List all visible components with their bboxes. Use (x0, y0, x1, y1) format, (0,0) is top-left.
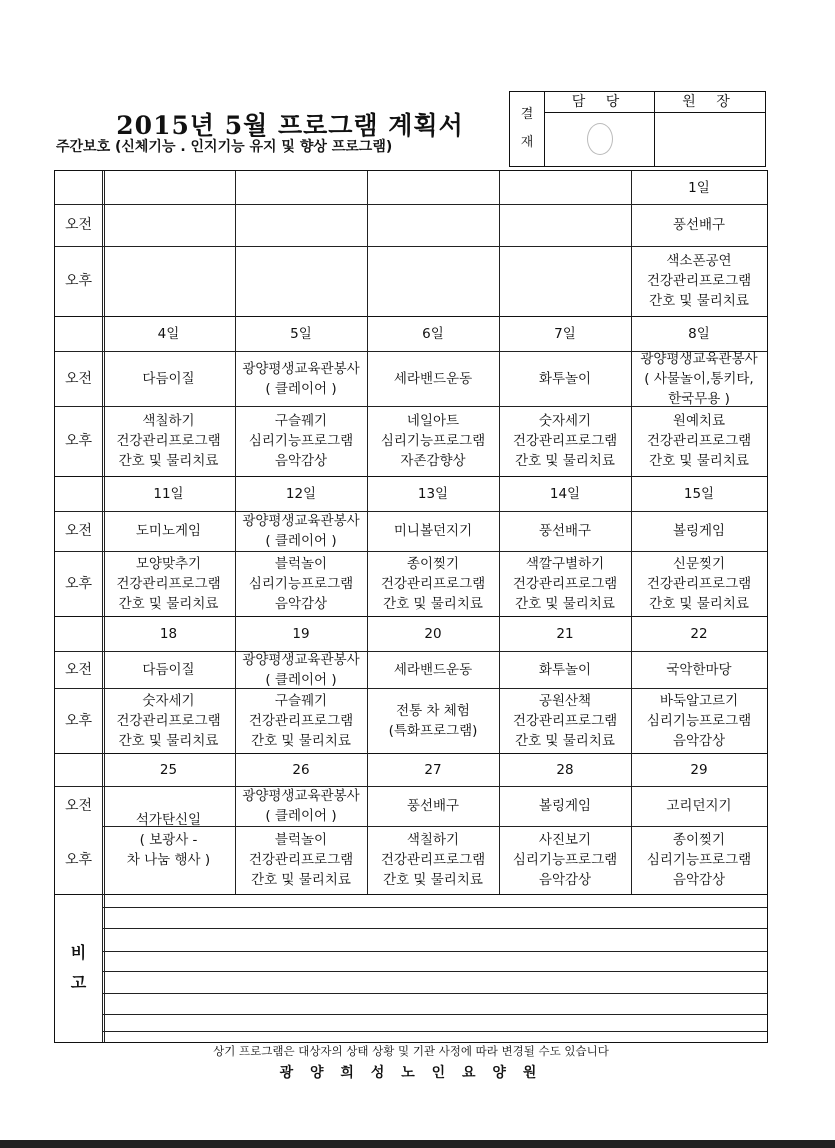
day-header: 22 (690, 625, 708, 642)
approval-label-top: 결 (520, 107, 534, 122)
activity-am (235, 786, 367, 826)
row-label-am: 오전 (64, 370, 93, 387)
activity-am (499, 204, 631, 246)
cell-line: 간호 및 물리치료 (649, 453, 749, 469)
day-header: 18 (159, 625, 178, 642)
activity-pm (631, 246, 767, 316)
activity-am (367, 204, 499, 246)
cell-line: 색칠하기 (142, 413, 195, 429)
activity-am (631, 204, 767, 246)
activity-pm (499, 246, 631, 316)
cell-line: 건강관리프로그램 (512, 433, 618, 449)
cell-line: 건강관리프로그램 (646, 273, 752, 289)
activity-pm (102, 246, 235, 316)
day-header: 28 (556, 761, 574, 778)
note-line (102, 993, 767, 994)
cell-line: 간호 및 물리치료 (118, 453, 219, 469)
row-label-am: 오전 (64, 798, 93, 814)
schedule-table (54, 170, 768, 1043)
activity-am (499, 651, 631, 688)
note-line (102, 907, 767, 908)
activity-pm (235, 826, 367, 894)
note-line (102, 928, 767, 929)
activity-pm (631, 551, 767, 616)
activity-am (235, 204, 367, 246)
approval-sign-manager (545, 113, 655, 166)
day-header: 14일 (549, 485, 581, 502)
activity-pm (367, 688, 499, 753)
activity-pm (499, 688, 631, 753)
row-label-am: 오전 (64, 661, 93, 678)
activity-am (631, 511, 767, 551)
row-label-am: 오전 (64, 217, 93, 233)
page-subtitle: 주간보호 (신체기능 . 인지기능 유지 및 향상 프로그램) (56, 139, 393, 155)
cell-line: 건강관리프로그램 (380, 852, 486, 868)
cell-line: 석가탄신일 (135, 812, 202, 828)
approval-box (509, 91, 766, 167)
cell-line: ( 사물놀이,통키타, (644, 370, 754, 387)
page-title: 2015년 5월 프로그램 계획서 (116, 111, 464, 140)
day-header: 7일 (554, 325, 576, 342)
cell-line: 다듬이질 (142, 661, 195, 678)
holiday-cell (102, 786, 235, 894)
day-header (102, 171, 235, 204)
cell-line: 심리기능프로그램 (248, 575, 354, 592)
day-header: 1일 (688, 179, 710, 196)
row-label-pm: 오후 (64, 852, 93, 868)
cell-line: ( 클레이어 ) (265, 808, 337, 824)
cell-line: 건강관리프로그램 (380, 575, 486, 592)
cell-line: 국악한마당 (666, 661, 732, 678)
cell-line: ( 클레이어 ) (265, 380, 337, 397)
row-label-pm: 오후 (64, 273, 93, 289)
cell-line: 간호 및 물리치료 (251, 732, 351, 749)
cell-line: 건강관리프로그램 (646, 575, 752, 592)
cell-line: 신문찢기 (672, 555, 726, 572)
cell-line: 심리기능프로그램 (380, 433, 486, 449)
activity-am (102, 351, 235, 406)
cell-line: 간호 및 물리치료 (118, 732, 219, 749)
approval-label-bottom: 재 (520, 135, 534, 150)
day-header: 4일 (157, 325, 180, 342)
organization-name: 광 양 희 성 노 인 요 양 원 (279, 1065, 543, 1081)
cell-line: 볼링게임 (538, 798, 592, 814)
activity-pm (367, 246, 499, 316)
cell-line: 음악감상 (672, 732, 726, 749)
cell-line: 광양평생교육관봉사 (242, 788, 360, 804)
activity-pm (102, 551, 235, 616)
note-line (102, 1031, 767, 1032)
day-header: 21 (556, 625, 574, 642)
row-label-pm: 오후 (64, 433, 93, 449)
cell-line: 숫자세기 (142, 692, 195, 709)
day-header: 8일 (688, 325, 710, 342)
scan-edge (0, 1140, 835, 1148)
activity-pm (631, 826, 767, 894)
activity-am (499, 351, 631, 406)
row-label-pm: 오후 (64, 575, 93, 592)
row-label-am: 오전 (64, 523, 93, 539)
cell-line: 종이찢기 (406, 555, 460, 572)
activity-pm (367, 826, 499, 894)
day-header: 5일 (290, 325, 312, 342)
row-label-pm: 오후 (64, 712, 93, 729)
activity-am (102, 651, 235, 688)
footnote: 상기 프로그램은 대상자의 상태 상황 및 기관 사정에 따라 변경될 수도 있습니다 (213, 1044, 609, 1058)
approval-col-director: 원 장 (655, 92, 765, 113)
cell-line: 미니볼던지기 (393, 523, 473, 539)
cell-line: 광양평생교육관봉사 (640, 350, 758, 367)
cell-line: 풍선배구 (406, 798, 460, 814)
cell-line: 세라밴드운동 (393, 661, 473, 678)
cell-line: 세라밴드운동 (393, 370, 473, 387)
cell-line: 사진보기 (538, 832, 592, 848)
cell-line: 모양맞추기 (135, 555, 202, 572)
cell-line: 원예치료 (672, 413, 726, 429)
notes-separator (55, 894, 767, 895)
cell-line: (특화프로그램) (388, 722, 478, 739)
cell-line: 광양평생교육관봉사 (242, 360, 360, 377)
day-header: 20 (424, 625, 442, 642)
activity-am (367, 651, 499, 688)
day-header (235, 171, 367, 204)
cell-line: 간호 및 물리치료 (251, 872, 351, 888)
cell-line: 고리던지기 (666, 798, 732, 814)
cell-line: 간호 및 물리치료 (649, 293, 749, 309)
cell-line: 블럭놀이 (274, 832, 328, 848)
day-header: 11일 (153, 485, 184, 502)
activity-pm (235, 246, 367, 316)
cell-line: 광양평생교육관봉사 (242, 651, 360, 668)
activity-pm (631, 406, 767, 476)
cell-line: 자존감향상 (400, 453, 466, 469)
cell-line: 음악감상 (274, 595, 328, 612)
cell-line: 다듬이질 (142, 370, 195, 387)
activity-am (102, 511, 235, 551)
cell-line: 종이찢기 (672, 832, 726, 848)
cell-line: 간호 및 물리치료 (649, 595, 749, 612)
cell-line: 심리기능프로그램 (512, 852, 618, 868)
cell-line: 색칠하기 (406, 832, 460, 848)
cell-line: 건강관리프로그램 (248, 852, 354, 868)
activity-am (499, 786, 631, 826)
cell-line: 화투놀이 (538, 370, 592, 387)
cell-line: 블럭놀이 (274, 555, 328, 572)
activity-am (367, 351, 499, 406)
day-header: 19 (292, 625, 310, 642)
cell-line: 전통 차 체험 (396, 702, 470, 719)
day-header: 26 (292, 761, 310, 778)
activity-am (235, 651, 367, 688)
activity-pm (499, 551, 631, 616)
activity-pm (499, 826, 631, 894)
approval-label (510, 92, 545, 166)
cell-line: ( 클레이어 ) (265, 533, 337, 549)
approval-col-manager: 담 당 (545, 92, 655, 113)
cell-line: 간호 및 물리치료 (515, 595, 615, 612)
activity-am (367, 511, 499, 551)
activity-am (102, 204, 235, 246)
cell-line: 간호 및 물리치료 (383, 872, 483, 888)
notes-label-char: 비 (70, 943, 87, 962)
cell-line: 색깔구별하기 (525, 555, 605, 572)
cell-line: 간호 및 물리치료 (383, 595, 483, 612)
day-header: 12일 (285, 485, 317, 502)
cell-line: 구슬꿰기 (274, 413, 328, 429)
activity-pm (102, 688, 235, 753)
day-header (499, 171, 631, 204)
activity-pm (102, 406, 235, 476)
cell-line: 간호 및 물리치료 (515, 453, 615, 469)
activity-am (631, 651, 767, 688)
activity-pm (631, 688, 767, 753)
note-line (102, 971, 767, 972)
stamp-icon (587, 123, 613, 155)
day-header: 27 (424, 761, 442, 778)
cell-line: 색소폰공연 (666, 253, 732, 269)
cell-line: 구슬꿰기 (274, 692, 328, 709)
cell-line: 광양평생교육관봉사 (242, 513, 360, 529)
cell-line: 심리기능프로그램 (248, 433, 354, 449)
cell-line: 건강관리프로그램 (116, 433, 221, 449)
note-line (102, 1014, 767, 1015)
activity-pm (499, 406, 631, 476)
cell-line: 차 나눔 행사 ) (126, 852, 211, 868)
cell-line: 화투놀이 (538, 661, 592, 678)
cell-line: 바둑알고르기 (659, 692, 739, 709)
cell-line: ( 보광사 - (139, 832, 198, 848)
activity-pm (235, 551, 367, 616)
cell-line: 풍선배구 (672, 217, 726, 233)
day-header: 29 (690, 761, 708, 778)
cell-line: 건강관리프로그램 (512, 712, 618, 729)
activity-pm (235, 406, 367, 476)
activity-am (367, 786, 499, 826)
activity-pm (367, 406, 499, 476)
cell-line: 도미노게임 (135, 523, 202, 539)
cell-line: 음악감상 (538, 872, 592, 888)
day-header (367, 171, 499, 204)
activity-am (235, 351, 367, 406)
cell-line: 네일아트 (406, 413, 460, 429)
day-header: 6일 (422, 325, 444, 342)
note-line (102, 951, 767, 952)
day-header: 13일 (417, 485, 449, 502)
cell-line: 숫자세기 (538, 413, 592, 429)
activity-am (631, 351, 767, 406)
cell-line: 건강관리프로그램 (116, 712, 221, 729)
cell-line: 심리기능프로그램 (646, 712, 752, 729)
cell-line: 볼링게임 (672, 523, 726, 539)
activity-am (631, 786, 767, 826)
activity-am (499, 511, 631, 551)
column-divider (102, 894, 105, 1042)
activity-pm (235, 688, 367, 753)
cell-line: 공원산책 (538, 692, 592, 709)
cell-line: 건강관리프로그램 (248, 712, 354, 729)
cell-line: 음악감상 (274, 453, 328, 469)
activity-pm (367, 551, 499, 616)
cell-line: 간호 및 물리치료 (515, 732, 615, 749)
activity-am (235, 511, 367, 551)
day-header: 25 (159, 761, 178, 778)
cell-line: 심리기능프로그램 (646, 852, 752, 868)
cell-line: 한국무용 ) (668, 390, 730, 407)
notes-label-char: 고 (70, 973, 87, 992)
cell-line: ( 클레이어 ) (265, 671, 337, 688)
cell-line: 간호 및 물리치료 (118, 595, 219, 612)
cell-line: 건강관리프로그램 (116, 575, 221, 592)
cell-line: 풍선배구 (538, 523, 592, 539)
day-header: 15일 (683, 485, 715, 502)
cell-line: 건강관리프로그램 (512, 575, 618, 592)
cell-line: 음악감상 (672, 872, 726, 888)
cell-line: 건강관리프로그램 (646, 433, 752, 449)
notes-label (55, 894, 102, 1042)
